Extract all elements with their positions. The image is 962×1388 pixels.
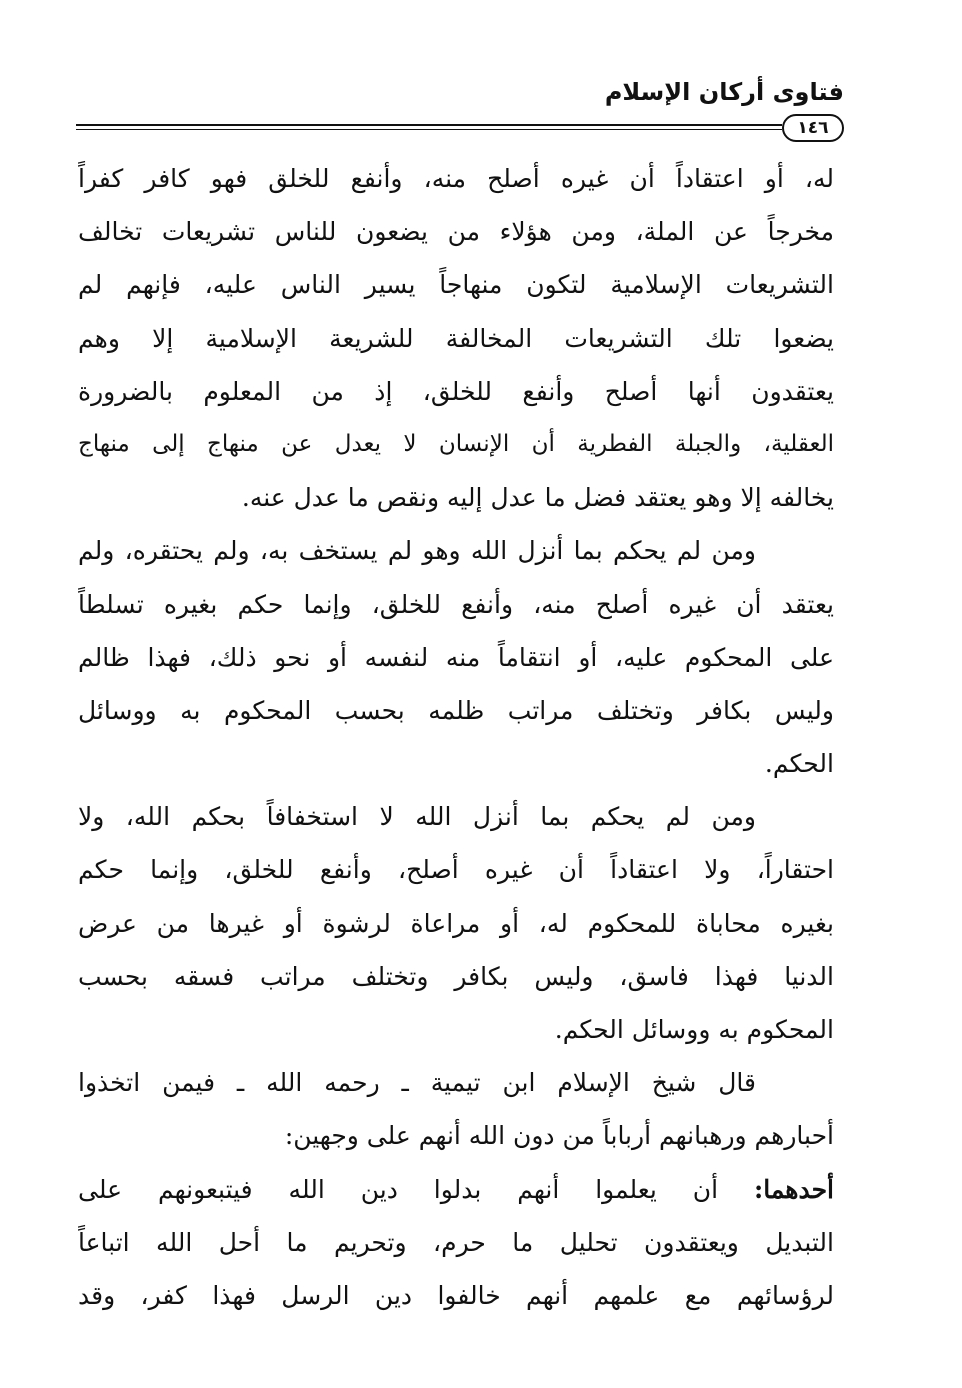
running-title: فتاوى أركان الإسلام [604,78,844,106]
text-line: قال شيخ الإسلام ابن تيمية ـ رحمه الله ـ فيمن اتخذوا [78,1068,756,1098]
text-line: على المحكوم عليه، أو انتقاماً منه لنفسه أو نحو ذلك، فهذا ظالم [78,642,834,672]
header-rule-thin [76,129,782,130]
text-line: المحكوم به ووسائل الحكم. [554,1015,834,1044]
text-line: العقلية، والجبلة الفطرية أن الإنسان لا يعدل عن منهاج إلى منهاج [78,430,834,457]
text-line: يعتقدون أنها أصلح وأنفع للخلق، إذ من المعلوم بالضرورة [78,376,834,406]
text-line: التبديل ويعتقدون تحليل ما حرم، وتحريم ما أحل الله اتباعاً [78,1227,834,1257]
text-line: ومن لم يحكم بما أنزل الله لا استخفافاً بحكم الله، ولا [78,802,756,832]
text-line: لرؤسائهم مع علمهم أنهم خالفوا دين الرسل فهذا كفر، وقد [78,1280,834,1310]
text-line: الحكم. [764,749,834,779]
page-number: ١٤٦ [782,114,844,142]
text-line: ومن لم يحكم بما أنزل الله وهو لم يستخف به، ولم يحتقره، ولم [78,536,756,566]
text-line: الدنيا فهذا فاسق، وليس بكافر وتختلف مراتب فسقه بحسب [78,961,834,991]
header-rule [76,124,782,126]
text-line: بغيره محاباة للمحكوم له، أو مراعاة لرشوة أو غيرها من عرض [78,908,834,938]
text-line: يضعوا تلك التشريعات المخالفة للشريعة الإسلامية إلا وهم [78,323,834,353]
body-text [78,152,834,1322]
text-line: التشريعات الإسلامية لتكون منهاجاً يسير الناس عليه، فإنهم لم [78,270,834,300]
text-line: يعتقد أن غيره أصلح منه، وأنفع للخلق، وإنما حكم بغيره تسلطاً [78,589,834,619]
text-line: وليس بكافر وتختلف مراتب ظلمه بحسب المحكوم به ووسائل [78,695,834,725]
text-line: احتقاراً، ولا اعتقاداً أن غيره أصلح، وأنفع للخلق، وإنما حكم [78,855,834,885]
text-line: مخرجاً عن الملة، ومن هؤلاء من يضعون للناس تشريعات تخالف [78,217,834,247]
text-line-rest: أن يعلموا أنهم بدلوا دين الله فيتبعونهم على [78,1174,719,1204]
lead-word: أحدهما: [753,1174,834,1204]
text-line: يخالفه إلا وهو يعتقد فضل ما عدل إليه ونقص ما عدل عنه. [241,483,834,513]
text-line: له، أو اعتقاداً أن غيره أصلح منه، وأنفع للخلق فهو كافر كفراً [78,164,834,193]
text-line: أحبارهم ورهبانهم أرباباً من دون الله أنهم على وجهين: [284,1121,834,1151]
text-line [78,1163,834,1216]
